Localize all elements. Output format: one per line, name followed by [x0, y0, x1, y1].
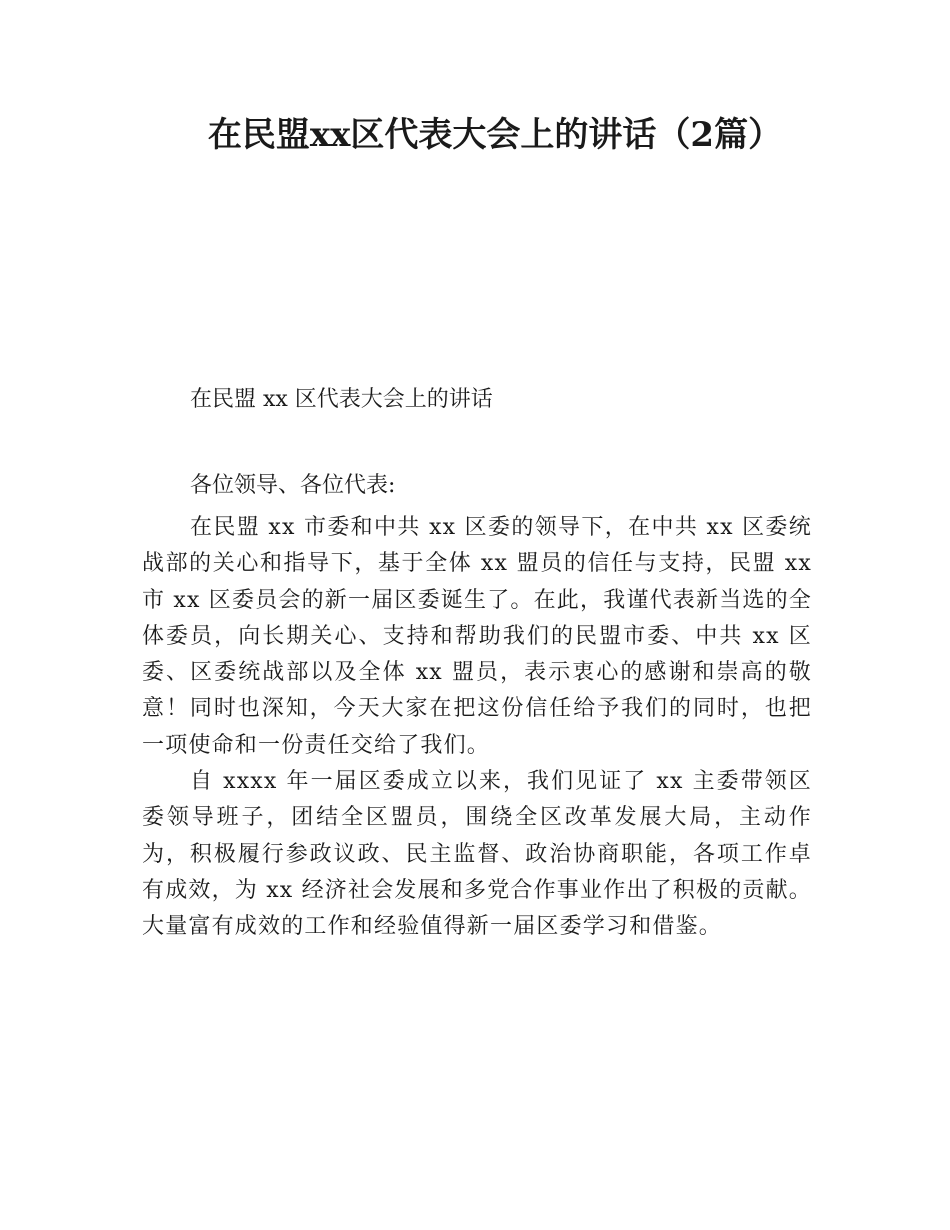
body-text — [142, 510, 812, 946]
paragraph: 在民盟 xx 市委和中共 xx 区委的领导下，在中共 xx 区委统战部的关心和指导下，基于全体 xx 盟员的信任与支持，民盟 xx 市 xx 区委员会的新一届区委诞生了。在此，我谨代表新当选的全体委员，向长期关心、支持和帮助我们的民盟市委、中共 xx 区委、区委统战部以及全体 xx 盟员，表示衷心的感谢和崇高的敬意！同时也深知，今天大家在把这份信任给予我们的同时，也把一项使命和一份责任交给了我们。 — [142, 515, 813, 758]
greeting-line: 各位领导、各位代表: — [190, 473, 396, 498]
speech-subtitle: 在民盟 xx 区代表大会上的讲话 — [190, 387, 493, 412]
paragraph: 自 xxxx 年一届区委成立以来，我们见证了 xx 主委带领区委领导班子，团结全区盟员，围绕全区改革发展大局，主动作为，积极履行参政议政、民主监督、政治协商职能，各项工作卓有成效，为 xx 经济社会发展和多党合作事业作出了积极的贡献。大量富有成效的工作和经验值得新一届区委学习和借鉴。 — [142, 769, 813, 940]
document-title: 在民盟xx区代表大会上的讲话（2篇） — [207, 115, 783, 155]
